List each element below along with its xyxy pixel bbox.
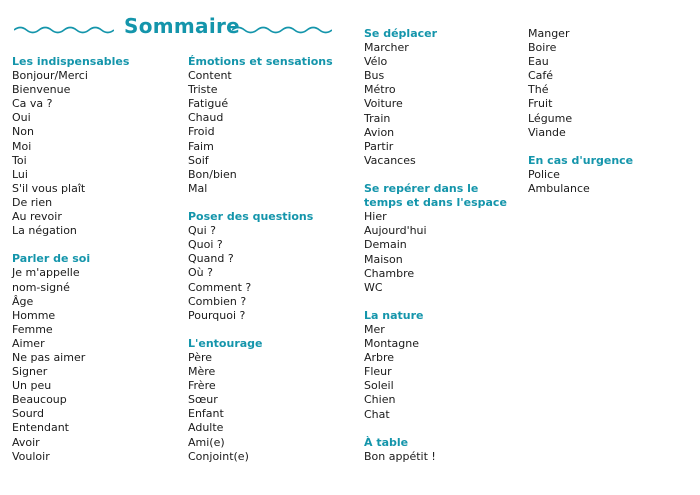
toc-item: Combien ? bbox=[188, 294, 247, 308]
toc-item: Aimer bbox=[12, 336, 45, 350]
toc-item: Toi bbox=[12, 153, 27, 167]
toc-item: Vélo bbox=[364, 55, 388, 69]
toc-item: Âge bbox=[12, 294, 34, 308]
toc-item: Police bbox=[528, 167, 560, 181]
toc-item: Avoir bbox=[12, 435, 40, 449]
toc-item: Aujourd'hui bbox=[364, 224, 427, 238]
toc-item: Triste bbox=[188, 83, 218, 97]
section-heading: L'entourage bbox=[188, 336, 263, 350]
toc-item: Entendant bbox=[12, 421, 69, 435]
toc-item: Père bbox=[188, 350, 213, 364]
toc-section bbox=[364, 436, 514, 464]
toc-item: Bon appétit ! bbox=[364, 449, 436, 463]
toc-section bbox=[188, 55, 348, 196]
toc-item: Montagne bbox=[364, 337, 419, 351]
wave-decoration-right-icon bbox=[232, 25, 332, 35]
toc-section bbox=[188, 337, 348, 464]
toc-item: Fruit bbox=[528, 97, 553, 111]
toc-item: Train bbox=[364, 111, 391, 125]
toc-section bbox=[364, 182, 514, 295]
toc-item: Mer bbox=[364, 322, 385, 336]
toc-item: Demain bbox=[364, 238, 407, 252]
toc-item: Bonjour/Merci bbox=[12, 69, 88, 83]
toc-item: Adulte bbox=[188, 421, 224, 435]
toc-item: Pourquoi ? bbox=[188, 308, 246, 322]
section-heading: La nature bbox=[364, 308, 424, 322]
column-4 bbox=[528, 27, 678, 196]
toc-item: Partir bbox=[364, 139, 394, 153]
toc-item: Non bbox=[12, 125, 34, 139]
toc-item: Chambre bbox=[364, 266, 415, 280]
toc-item: Sourd bbox=[12, 407, 44, 421]
toc-item: Maison bbox=[364, 252, 403, 266]
toc-item: Un peu bbox=[12, 379, 52, 393]
toc-item: Qui ? bbox=[188, 224, 217, 238]
toc-item: Arbre bbox=[364, 351, 395, 365]
wave-decoration-left-icon bbox=[14, 25, 114, 35]
column-2 bbox=[188, 55, 348, 464]
toc-section bbox=[528, 27, 678, 140]
toc-item: Mère bbox=[188, 365, 216, 379]
section-heading: Parler de soi bbox=[12, 252, 91, 266]
toc-item: Ca va ? bbox=[12, 97, 53, 111]
toc-item: Soleil bbox=[364, 379, 394, 393]
toc-item: Thé bbox=[528, 83, 549, 97]
toc-item: S'il vous plaît bbox=[12, 181, 86, 195]
toc-section bbox=[364, 27, 514, 168]
toc-item: Signer bbox=[12, 365, 48, 379]
toc-item: Conjoint(e) bbox=[188, 449, 249, 463]
toc-item: nom-signé bbox=[12, 280, 70, 294]
toc-section bbox=[364, 309, 514, 422]
toc-item: Bus bbox=[364, 69, 385, 83]
toc-item: Avion bbox=[364, 125, 395, 139]
toc-item: Au revoir bbox=[12, 210, 62, 224]
toc-item: Où ? bbox=[188, 266, 213, 280]
toc-item: Homme bbox=[12, 308, 56, 322]
section-heading: Poser des questions bbox=[188, 210, 314, 224]
toc-item: Froid bbox=[188, 125, 215, 139]
toc-item: Légume bbox=[528, 111, 573, 125]
toc-item: WC bbox=[364, 280, 383, 294]
toc-item: Comment ? bbox=[188, 280, 252, 294]
toc-item: Hier bbox=[364, 210, 387, 224]
toc-item: Femme bbox=[12, 322, 53, 336]
page-title: Sommaire bbox=[124, 14, 241, 38]
toc-item: Vouloir bbox=[12, 449, 50, 463]
toc-item: Chien bbox=[364, 393, 396, 407]
toc-item: Enfant bbox=[188, 407, 224, 421]
toc-item: Beaucoup bbox=[12, 393, 67, 407]
toc-item: Mal bbox=[188, 181, 208, 195]
toc-item: Soif bbox=[188, 153, 209, 167]
toc-item: Quand ? bbox=[188, 252, 234, 266]
toc-item: Fleur bbox=[364, 365, 392, 379]
section-heading: En cas d'urgence bbox=[528, 153, 634, 167]
column-3 bbox=[364, 27, 514, 464]
toc-item: Faim bbox=[188, 139, 214, 153]
toc-section bbox=[188, 210, 348, 323]
toc-item: Ami(e) bbox=[188, 435, 225, 449]
toc-item: De rien bbox=[12, 195, 53, 209]
toc-item: Content bbox=[188, 69, 232, 83]
header bbox=[10, 12, 340, 48]
section-heading: Émotions et sensations bbox=[188, 55, 333, 68]
section-heading: À table bbox=[364, 435, 409, 449]
toc-item: Métro bbox=[364, 83, 396, 97]
toc-item: Voiture bbox=[364, 97, 403, 111]
toc-item: Bon/bien bbox=[188, 167, 237, 181]
toc-item: Boire bbox=[528, 41, 557, 55]
toc-item: Moi bbox=[12, 139, 32, 153]
toc-item: Frère bbox=[188, 379, 216, 393]
toc-item: Manger bbox=[528, 27, 570, 40]
toc-item: Eau bbox=[528, 55, 549, 69]
toc-item: La négation bbox=[12, 224, 77, 238]
column-1 bbox=[12, 55, 172, 464]
toc-item: Vacances bbox=[364, 153, 416, 167]
toc-item: Fatigué bbox=[188, 97, 229, 111]
section-heading: Se déplacer bbox=[364, 27, 438, 40]
section-heading: Les indispensables bbox=[12, 55, 130, 68]
toc-section bbox=[12, 252, 172, 463]
toc-item: Bienvenue bbox=[12, 83, 71, 97]
toc-section bbox=[12, 55, 172, 238]
toc-item: Chaud bbox=[188, 111, 224, 125]
toc-item: Sœur bbox=[188, 393, 218, 407]
toc-item: Ambulance bbox=[528, 182, 590, 196]
toc-item: Quoi ? bbox=[188, 238, 223, 252]
toc-section bbox=[528, 154, 678, 196]
toc-item: Café bbox=[528, 69, 554, 83]
toc-item: Je m'appelle bbox=[12, 266, 80, 280]
toc-item: Viande bbox=[528, 125, 566, 139]
toc-item: Chat bbox=[364, 407, 390, 421]
toc-item: Ne pas aimer bbox=[12, 350, 86, 364]
toc-item: Oui bbox=[12, 111, 31, 125]
section-heading: Se repérer dans le temps et dans l'espace bbox=[364, 182, 507, 210]
toc-item: Marcher bbox=[364, 41, 409, 55]
toc-item: Lui bbox=[12, 167, 28, 181]
